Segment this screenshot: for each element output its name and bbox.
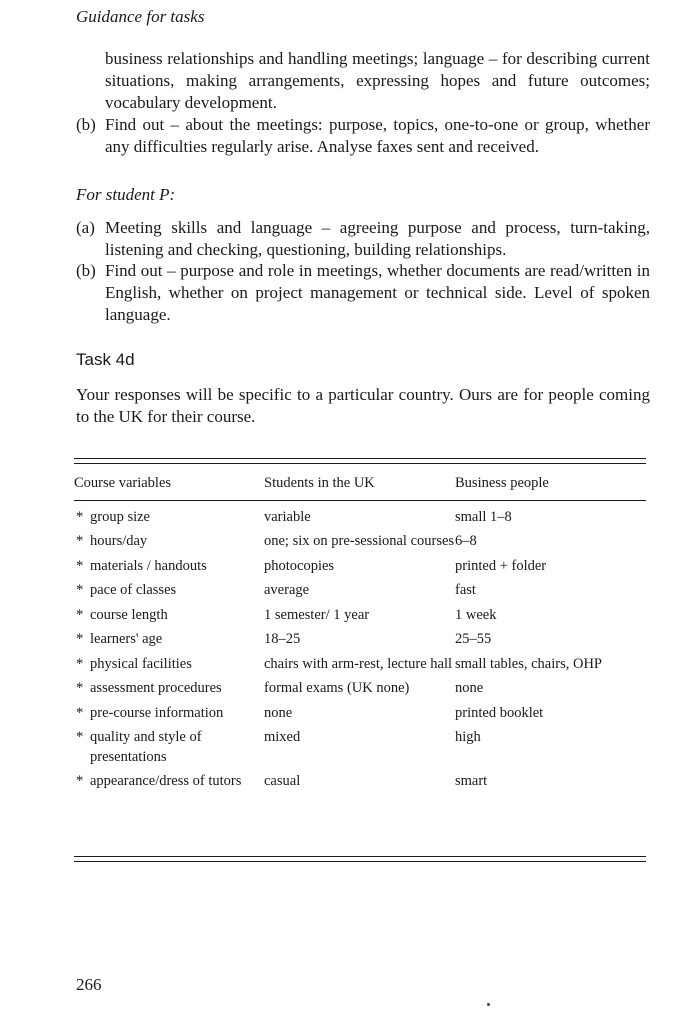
bullet-marker: * [76, 508, 84, 525]
continuation-paragraph: business relationships and handling meetings; language – for describing current situations, making arrangements, expressing hopes and future outcomes; vocabulary development. [105, 49, 650, 112]
table-row [74, 606, 646, 631]
item-text: Find out – purpose and role in meetings, whether documents are read/written in English, whether on project management or technical side. Level of spoken language. [105, 261, 650, 324]
variable-text: group size [90, 508, 150, 525]
table-row [74, 679, 646, 704]
uk-students-cell: photocopies [264, 557, 335, 574]
variable-cell [74, 581, 264, 606]
business-people-cell: fast [455, 582, 476, 598]
table-bottom-rule-inner [74, 856, 646, 857]
variable-text: pace of classes [90, 582, 177, 598]
table-row [74, 557, 646, 582]
table-top-rule-inner [74, 463, 646, 464]
variable-text: physical facilities [90, 655, 192, 672]
table-row [74, 728, 646, 772]
business-people-cell: smart [455, 773, 488, 789]
variable-text: hours/day [90, 533, 148, 549]
bullet-marker: * [76, 704, 84, 721]
variable-text: appearance/dress of tutors [90, 773, 242, 789]
bullet-marker: * [76, 680, 84, 696]
bullet-marker: * [76, 606, 84, 623]
bullet-marker: * [76, 557, 84, 574]
bullet-marker: * [76, 655, 84, 672]
business-people-cell: small 1–8 [455, 508, 512, 525]
bullet-marker: * [76, 773, 84, 789]
variable-cell [74, 679, 264, 704]
student-p-heading: For student P: [76, 185, 176, 204]
column-header: Students in the UK [264, 475, 375, 491]
table-row [74, 581, 646, 606]
bullet-marker: * [76, 582, 84, 598]
variable-text: quality and style of presentations [90, 729, 202, 765]
variable-text: assessment procedures [90, 680, 222, 696]
list-item-b-first [76, 114, 650, 158]
variable-text: materials / handouts [90, 557, 207, 574]
uk-students-cell: one; six on pre-sessional courses [264, 533, 455, 549]
variable-cell [74, 532, 264, 557]
table-row [74, 772, 646, 797]
table-bottom-rule [74, 861, 646, 862]
student-p-item-b [76, 260, 650, 326]
table-body [74, 508, 646, 797]
table-header-row [74, 471, 646, 502]
uk-students-cell: formal exams (UK none) [264, 680, 410, 696]
table-row [74, 508, 646, 533]
uk-students-cell: casual [264, 773, 301, 789]
scan-speck [487, 1003, 490, 1006]
variable-cell [74, 606, 264, 631]
uk-students-cell: none [264, 704, 293, 721]
table-row [74, 532, 646, 557]
business-people-cell: 6–8 [455, 533, 477, 549]
column-header: Course variables [74, 475, 172, 491]
running-head: Guidance for tasks [76, 7, 205, 26]
business-people-cell: printed + folder [455, 557, 547, 574]
business-people-cell: high [455, 729, 481, 745]
variable-text: course length [90, 606, 168, 623]
task-intro: Your responses will be specific to a particular country. Ours are for people coming to the UK for their course. [76, 385, 650, 426]
bullet-marker: * [76, 729, 84, 745]
item-label: (b) [76, 115, 96, 134]
variable-cell [74, 557, 264, 582]
item-text: Meeting skills and language – agreeing purpose and process, turn-taking, listening and checking, questioning, building relationships. [105, 218, 650, 259]
business-people-cell: small tables, chairs, OHP [455, 655, 602, 672]
business-people-cell: none [455, 680, 484, 696]
table-row [74, 630, 646, 655]
uk-students-cell: chairs with arm-rest, lecture hall [264, 655, 453, 672]
item-label: (b) [76, 261, 96, 280]
variable-cell [74, 508, 264, 533]
variable-cell [74, 630, 264, 655]
variable-cell [74, 655, 264, 680]
variable-text: pre-course information [90, 704, 224, 721]
uk-students-cell: variable [264, 508, 311, 525]
table-row [74, 704, 646, 729]
task-heading: Task 4d [76, 350, 135, 369]
uk-students-cell: mixed [264, 729, 301, 745]
bullet-marker: * [76, 533, 84, 549]
uk-students-cell: 1 semester/ 1 year [264, 606, 370, 623]
business-people-cell: 1 week [455, 606, 497, 623]
variable-cell [74, 728, 264, 772]
student-p-item-a [76, 217, 650, 261]
table-top-rule [74, 458, 646, 459]
page-number: 266 [76, 975, 102, 994]
course-variables-table [74, 471, 646, 797]
business-people-cell: 25–55 [455, 631, 492, 647]
uk-students-cell: 18–25 [264, 631, 301, 647]
table-row [74, 655, 646, 680]
item-label: (a) [76, 218, 95, 237]
business-people-cell: printed booklet [455, 704, 544, 721]
uk-students-cell: average [264, 582, 310, 598]
column-header: Business people [455, 475, 549, 491]
item-text: Find out – about the meetings: purpose, topics, one-to-one or group, whether any difficulties regularly arise. Analyse faxes sent and received. [105, 115, 650, 156]
variable-text: learners' age [90, 631, 163, 647]
variable-cell [74, 704, 264, 729]
variable-cell [74, 772, 264, 797]
bullet-marker: * [76, 631, 84, 647]
